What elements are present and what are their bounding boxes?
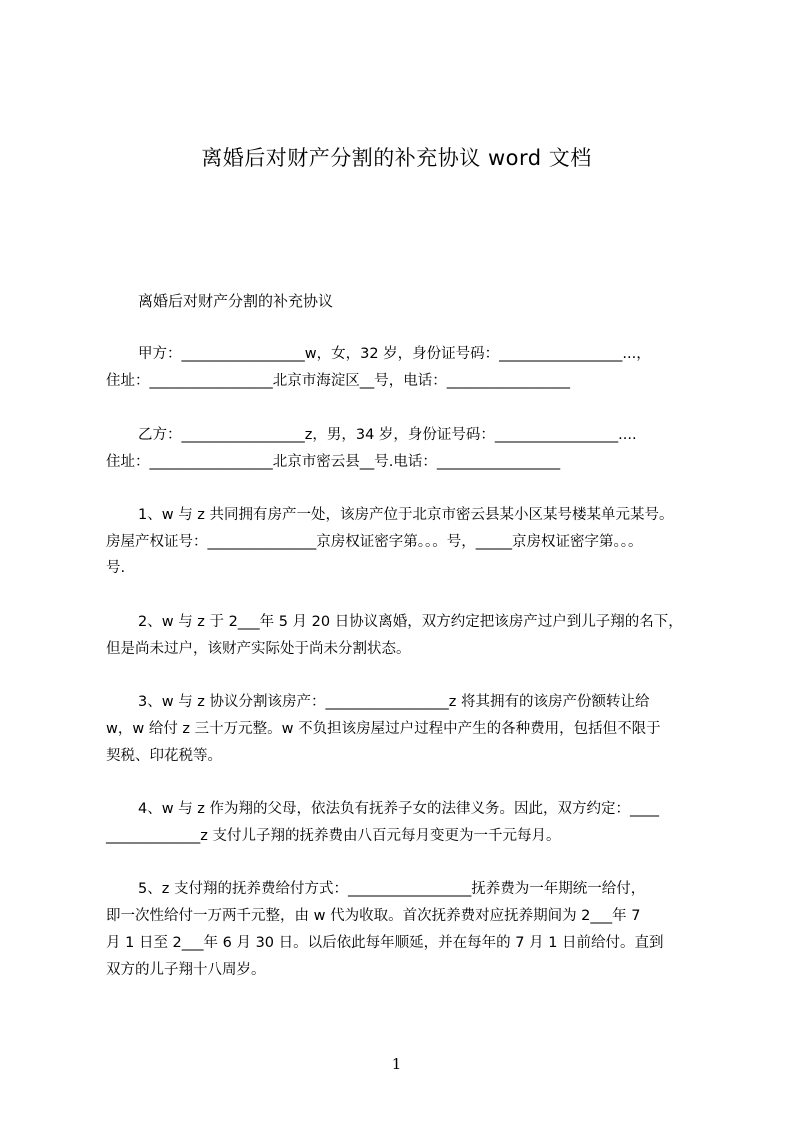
clause-2-line-2: 但是尚未过户，该财产实际处于尚未分割状态。 (106, 641, 411, 657)
party-b-line-2: 住址：_________________北京市密云县__号.电话：_________________ (106, 454, 561, 470)
agreement-subtitle: 离婚后对财产分割的补充协议 (138, 292, 334, 310)
party-a-line-1: 甲方：_________________w，女，32 岁，身份证号码：_________________...， (138, 346, 651, 362)
document-title: 离婚后对财产分割的补充协议 word 文档 (201, 146, 592, 170)
clause-1-line-2: 房屋产权证号：_______________京房权证密字第。。。号，_____京房权证密字第。。。 (106, 534, 643, 550)
clause-1-line-3: 号. (106, 560, 126, 576)
clause-4-line-2: _____________z 支付儿子翔的抚养费由八百元每月变更为一千元每月。 (106, 828, 561, 844)
clause-5-line-3: 月 1 日至 2___年 6 月 30 日。以后依此每年顺延，并在每年的 7 月 1 日前给付。直到 (106, 935, 664, 951)
clause-5-line-1: 5、z 支付翔的抚养费给付方式：_________________抚养费为一年期统一给付， (138, 881, 646, 897)
page-number: 1 (391, 1055, 402, 1073)
clause-2-line-1: 2、w 与 z 于 2___年 5 月 20 日协议离婚，双方约定把该房产过户到儿子翔的名下， (138, 614, 683, 630)
clause-3-line-1: 3、w 与 z 协议分割该房产：_________________z 将其拥有的该房产份额转让给 (138, 694, 650, 710)
clause-5-line-2: 即一次性给付一万两千元整，由 w 代为收取。首次抚养费对应抚养期间为 2___年 7 (106, 908, 641, 924)
clause-3-line-3: 契税、印花税等。 (106, 748, 222, 764)
clause-3-line-2: w，w 给付 z 三十万元整。w 不负担该房屋过户过程中产生的各种费用，包括但不限于 (106, 721, 661, 737)
clause-1-line-1: 1、w 与 z 共同拥有房产一处，该房产位于北京市密云县某小区某号楼某单元某号。 (138, 507, 674, 523)
party-b-line-1: 乙方：_________________z，男，34 岁，身份证号码：_________________.... (138, 427, 637, 443)
clause-5-line-4: 双方的儿子翔十八周岁。 (106, 962, 266, 978)
clause-4-line-1: 4、w 与 z 作为翔的父母，依法负有抚养子女的法律义务。因此，双方约定：____ (138, 801, 660, 817)
party-a-line-2: 住址：_________________北京市海淀区__号，电话：_________________ (106, 373, 570, 389)
